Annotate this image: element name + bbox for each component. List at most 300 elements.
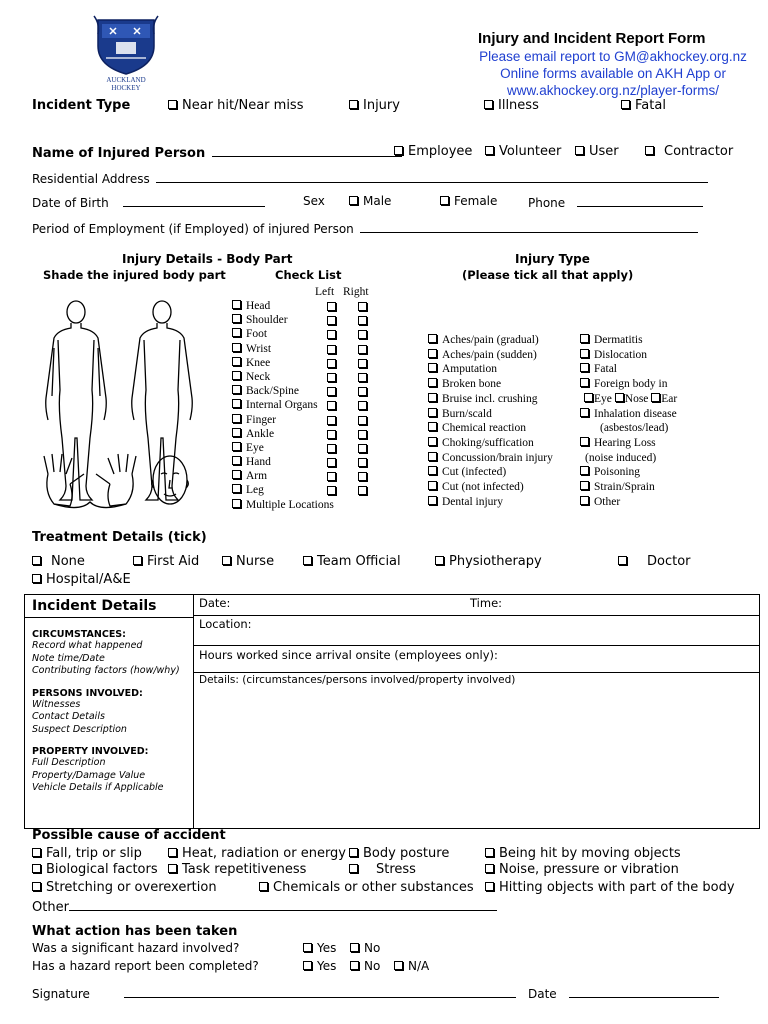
injury-item[interactable] [580, 362, 677, 377]
option-label: Stretching or overexertion [46, 880, 217, 895]
left-checkbox-icon[interactable] [327, 416, 336, 425]
injury-item[interactable] [428, 392, 553, 407]
checkbox-icon[interactable] [580, 349, 589, 358]
checkbox-icon[interactable] [575, 146, 584, 155]
date-field[interactable] [194, 595, 759, 615]
treatment-hospital[interactable] [32, 572, 131, 587]
injury-type-subtitle: (Please tick all that apply) [462, 268, 634, 282]
body-part-row [232, 313, 382, 327]
form-title: Injury and Incident Report Form [478, 30, 706, 47]
checkbox-icon[interactable] [435, 556, 444, 565]
hint-line: Contributing factors (how/why) [32, 665, 180, 676]
checkbox-icon[interactable] [350, 961, 359, 970]
checkbox-icon[interactable] [232, 456, 241, 465]
email-instruction: Please email report to GM@akhockey.org.nz [479, 49, 747, 64]
treatment-nurse[interactable] [222, 554, 274, 569]
injured-name-field[interactable] [212, 144, 402, 157]
body-part-row [232, 427, 382, 441]
role-volunteer[interactable] [485, 144, 561, 159]
sub-label: Ear [661, 392, 678, 405]
checkbox-icon[interactable] [440, 196, 449, 205]
treatment-title: Treatment Details (tick) [32, 530, 207, 545]
checkbox-icon[interactable] [232, 328, 241, 337]
injured-name-label: Name of Injured Person [32, 146, 206, 161]
body-part-row [232, 413, 382, 427]
injury-label: Broken bone [442, 378, 502, 391]
option-label: Physiotherapy [449, 554, 542, 569]
cause-fall[interactable] [32, 846, 142, 861]
checkbox-icon[interactable] [428, 481, 437, 490]
cause-posture[interactable] [349, 846, 449, 861]
checkbox-icon[interactable] [232, 484, 241, 493]
incident-details-table [24, 594, 760, 829]
checkbox-icon[interactable] [168, 848, 177, 857]
checkbox-icon[interactable] [428, 378, 437, 387]
cause-chemicals[interactable] [259, 880, 474, 895]
sub-label: Nose [624, 392, 649, 405]
checkbox-icon[interactable] [584, 393, 593, 402]
right-checkbox-icon[interactable] [358, 387, 367, 396]
app-instruction: Online forms available on AKH App or [500, 66, 726, 81]
left-checkbox-icon[interactable] [327, 401, 336, 410]
checkbox-icon[interactable] [580, 481, 589, 490]
checkbox-icon[interactable] [580, 408, 589, 417]
checkbox-icon[interactable] [428, 408, 437, 417]
sex-label: Sex [303, 194, 325, 208]
option-label: Employee [408, 144, 473, 159]
logo-text-1: AUCKLAND [106, 76, 146, 84]
option-label: Fall, trip or slip [46, 846, 142, 861]
right-checkbox-icon[interactable] [358, 486, 367, 495]
cause-title: Possible cause of accident [32, 828, 226, 843]
hint-line: Contact Details [32, 711, 105, 722]
checkbox-icon[interactable] [428, 466, 437, 475]
date-sign-row [528, 985, 719, 1001]
injury-label: Dislocation [594, 348, 648, 361]
injury-item[interactable] [580, 480, 677, 495]
employment-row [32, 220, 698, 236]
checkbox-icon[interactable] [618, 556, 627, 565]
cause-repetitive[interactable] [168, 862, 306, 877]
right-checkbox-icon[interactable] [358, 302, 367, 311]
checkbox-icon[interactable] [484, 100, 493, 109]
option-label: Fatal [635, 98, 666, 113]
logo [90, 14, 162, 96]
checkbox-icon[interactable] [428, 496, 437, 505]
injury-label: Hearing Loss [594, 436, 656, 449]
checkbox-icon[interactable] [232, 399, 241, 408]
option-label: Heat, radiation or energy [182, 846, 347, 861]
option-label: Noise, pressure or vibration [499, 862, 679, 877]
injury-label: Dental injury [442, 495, 503, 508]
role-contractor[interactable] [645, 144, 733, 159]
persons-heading: PERSONS INVOLVED: [32, 687, 143, 699]
checkbox-icon[interactable] [580, 334, 589, 343]
checkbox-icon[interactable] [232, 300, 241, 309]
option-label: Team Official [317, 554, 401, 569]
checkbox-icon[interactable] [580, 466, 589, 475]
left-checkbox-icon[interactable] [327, 302, 336, 311]
cause-biological[interactable] [32, 862, 158, 877]
injury-item[interactable] [428, 362, 553, 377]
injury-label: Aches/pain (sudden) [442, 348, 537, 361]
option-label: Contractor [664, 144, 734, 159]
option-label: User [589, 144, 619, 159]
signature-row [32, 985, 516, 1001]
left-checkbox-icon[interactable] [327, 387, 336, 396]
checkbox-icon[interactable] [232, 414, 241, 423]
checkbox-icon[interactable] [485, 882, 494, 891]
right-col-header: Right [343, 286, 369, 298]
checkbox-icon[interactable] [32, 848, 41, 857]
checkbox-icon[interactable] [232, 499, 241, 508]
injury-item[interactable] [428, 436, 553, 451]
injury-item[interactable] [580, 348, 677, 363]
location-label: Location: [199, 617, 252, 631]
checkbox-icon[interactable] [32, 574, 41, 583]
checkbox-icon[interactable] [232, 470, 241, 479]
body-part-label: Knee [246, 356, 271, 369]
body-part-label: Back/Spine [246, 385, 300, 398]
body-part-label: Internal Organs [246, 399, 318, 412]
checkbox-icon[interactable] [580, 437, 589, 446]
treatment-doctor[interactable] [618, 554, 691, 569]
right-checkbox-icon[interactable] [358, 472, 367, 481]
injury-item[interactable] [580, 495, 677, 510]
sign-date-label: Date [528, 987, 557, 1001]
cause-noise[interactable] [485, 862, 679, 877]
injury-label: Choking/suffication [442, 436, 534, 449]
body-part-row [232, 356, 382, 370]
option-label: Volunteer [499, 144, 562, 159]
body-part-label: Eye [246, 441, 264, 454]
cause-hit[interactable] [485, 846, 681, 861]
location-field[interactable] [194, 616, 759, 644]
checkbox-icon[interactable] [485, 864, 494, 873]
checkbox-icon[interactable] [32, 864, 41, 873]
body-part-row [232, 342, 382, 356]
other-field[interactable] [69, 898, 497, 911]
signature-field[interactable] [124, 985, 516, 998]
option-label: Nurse [236, 554, 275, 569]
checkbox-icon[interactable] [428, 422, 437, 431]
body-part-label: Shoulder [246, 314, 288, 327]
body-part-row [232, 327, 382, 341]
right-checkbox-icon[interactable] [358, 359, 367, 368]
injury-label: Strain/Sprain [594, 481, 655, 494]
left-checkbox-icon[interactable] [327, 330, 336, 339]
checkbox-icon[interactable] [350, 943, 359, 952]
right-checkbox-icon[interactable] [358, 458, 367, 467]
checkbox-icon[interactable] [645, 146, 654, 155]
right-checkbox-icon[interactable] [358, 430, 367, 439]
injury-label: Concussion/brain injury [442, 451, 553, 464]
option-label: No [364, 959, 381, 973]
circumstances-heading: CIRCUMSTANCES: [32, 629, 126, 640]
injury-item[interactable] [580, 465, 677, 480]
checkbox-icon[interactable] [394, 146, 403, 155]
inhalation-sub: (asbestos/lead) [600, 422, 669, 435]
checkbox-icon[interactable] [349, 864, 358, 873]
other-label: Other [32, 900, 69, 915]
hazard-report-question: Has a hazard report been completed? [32, 959, 259, 973]
hint-line: Vehicle Details if Applicable [32, 782, 164, 793]
left-checkbox-icon[interactable] [327, 373, 336, 382]
foreign-body-sub [580, 392, 677, 407]
checkbox-icon[interactable] [232, 428, 241, 437]
treatment-first-aid[interactable] [133, 554, 199, 569]
checkbox-icon[interactable] [428, 349, 437, 358]
shade-label: Shade the injured body part [43, 268, 226, 282]
right-checkbox-icon[interactable] [358, 416, 367, 425]
option-label: Doctor [647, 554, 691, 569]
injury-item[interactable] [428, 377, 553, 392]
body-part-row [232, 483, 382, 497]
sex-female[interactable] [440, 194, 497, 208]
checkbox-icon[interactable] [232, 371, 241, 380]
option-label: No [364, 941, 381, 955]
injury-label: Other [594, 495, 621, 508]
employment-label: Period of Employment (if Employed) of injured Person [32, 222, 354, 236]
checkbox-icon[interactable] [303, 943, 312, 952]
time-label: Time: [470, 596, 503, 610]
head-diagram[interactable] [150, 452, 190, 512]
body-part-row [232, 469, 382, 483]
injury-label: Cut (not infected) [442, 481, 524, 494]
checkbox-icon[interactable] [222, 556, 231, 565]
crest-icon [90, 14, 162, 76]
option-label: Body posture [363, 846, 450, 861]
cause-heat[interactable] [168, 846, 346, 861]
cause-stress[interactable] [349, 862, 416, 877]
employment-field[interactable] [360, 220, 698, 233]
checkbox-icon[interactable] [485, 848, 494, 857]
details-field[interactable] [194, 673, 759, 828]
hazard-no[interactable] [350, 941, 380, 955]
hours-field[interactable] [194, 646, 759, 672]
checkbox-icon[interactable] [168, 864, 177, 873]
address-label: Residential Address [32, 172, 150, 186]
left-checkbox-icon[interactable] [327, 430, 336, 439]
hearing-sub: (noise induced) [585, 451, 657, 464]
cause-stretching[interactable] [32, 880, 217, 895]
hours-label: Hours worked since arrival onsite (employees only): [199, 648, 498, 662]
body-part-label: Wrist [246, 342, 272, 355]
checkbox-icon[interactable] [580, 496, 589, 505]
address-field[interactable] [156, 170, 708, 183]
checkbox-icon[interactable] [428, 334, 437, 343]
injury-item[interactable] [580, 333, 677, 348]
left-checkbox-icon[interactable] [327, 472, 336, 481]
injury-item[interactable] [428, 333, 553, 348]
checkbox-icon[interactable] [349, 848, 358, 857]
body-part-label: Arm [246, 470, 268, 483]
injury-item[interactable] [428, 407, 553, 422]
injury-item[interactable] [428, 495, 553, 510]
injury-label: Fatal [594, 363, 617, 376]
body-part-row [232, 299, 382, 313]
option-label: Hospital/A&E [46, 572, 131, 587]
left-checkbox-icon[interactable] [327, 458, 336, 467]
checkbox-icon[interactable] [232, 314, 241, 323]
action-title: What action has been taken [32, 924, 238, 939]
checkbox-icon[interactable] [232, 385, 241, 394]
option-label: Hitting objects with part of the body [499, 880, 735, 895]
checkbox-icon[interactable] [349, 196, 358, 205]
website-link[interactable]: www.akhockey.org.nz/player-forms/ [506, 83, 720, 98]
report-no[interactable] [350, 959, 380, 973]
hint-line: Record what happened [32, 640, 143, 651]
body-part-title: Injury Details - Body Part [122, 252, 293, 266]
sign-date-field[interactable] [569, 985, 719, 998]
checkbox-icon[interactable] [428, 452, 437, 461]
injury-item[interactable] [428, 480, 553, 495]
checkbox-icon[interactable] [232, 357, 241, 366]
checkbox-icon[interactable] [428, 393, 437, 402]
right-checkbox-icon[interactable] [358, 316, 367, 325]
injury-item[interactable] [580, 407, 677, 422]
checkbox-icon[interactable] [621, 100, 630, 109]
injury-label: Cut (infected) [442, 466, 507, 479]
right-checkbox-icon[interactable] [358, 373, 367, 382]
incident-near-miss[interactable] [168, 98, 303, 113]
left-checkbox-icon[interactable] [327, 345, 336, 354]
right-checkbox-icon[interactable] [358, 330, 367, 339]
checklist-label: Check List [275, 268, 342, 282]
injury-label: Dermatitis [594, 334, 643, 346]
incident-type-label: Incident Type [32, 98, 131, 113]
body-part-row-multiple [232, 498, 382, 512]
checkbox-icon[interactable] [428, 437, 437, 446]
injury-type-title: Injury Type [515, 252, 590, 266]
body-part-checklist [232, 299, 382, 512]
injury-item[interactable] [428, 465, 553, 480]
dob-row [32, 194, 265, 210]
injury-type-col1 [428, 333, 553, 509]
treatment-none[interactable] [32, 554, 85, 569]
logo-text-2: HOCKEY [111, 84, 141, 92]
option-label: Yes [317, 959, 337, 973]
body-part-row [232, 398, 382, 412]
incident-left-col [25, 595, 194, 828]
checkbox-icon[interactable] [168, 100, 177, 109]
checkbox-icon[interactable] [259, 882, 268, 891]
role-employee[interactable] [394, 144, 472, 159]
injury-label: Chemical reaction [442, 422, 526, 435]
treatment-team-official[interactable] [303, 554, 401, 569]
option-label: Injury [363, 98, 400, 113]
incident-fatal[interactable] [621, 98, 666, 113]
dob-field[interactable] [123, 194, 265, 207]
body-part-label: Head [246, 300, 271, 312]
checkbox-icon[interactable] [133, 556, 142, 565]
date-label: Date: [199, 596, 231, 610]
checkbox-icon[interactable] [232, 442, 241, 451]
treatment-physio[interactable] [435, 554, 542, 569]
checkbox-icon[interactable] [303, 556, 312, 565]
checkbox-icon[interactable] [32, 556, 41, 565]
right-checkbox-icon[interactable] [358, 345, 367, 354]
injury-label: Inhalation disease [594, 407, 677, 420]
checkbox-icon[interactable] [615, 393, 624, 402]
checkbox-icon[interactable] [580, 363, 589, 372]
checkbox-icon[interactable] [394, 961, 403, 970]
injured-name-row [32, 144, 402, 161]
checkbox-icon[interactable] [349, 100, 358, 109]
option-label: Male [363, 194, 392, 208]
cause-other-row [32, 898, 497, 915]
injury-item[interactable] [580, 436, 677, 451]
cause-hitting-objects[interactable] [485, 880, 735, 895]
left-checkbox-icon[interactable] [327, 444, 336, 453]
body-part-label: Leg [246, 484, 264, 497]
checkbox-icon[interactable] [651, 393, 660, 402]
phone-field[interactable] [577, 194, 703, 207]
option-label: Near hit/Near miss [182, 98, 304, 113]
checkbox-icon[interactable] [580, 378, 589, 387]
incident-illness[interactable] [484, 98, 539, 113]
injury-item[interactable] [428, 421, 553, 436]
injury-item[interactable] [428, 451, 553, 466]
hint-line: Full Description [32, 757, 106, 768]
body-part-row [232, 384, 382, 398]
checkbox-icon[interactable] [303, 961, 312, 970]
left-col-header: Left [315, 286, 335, 298]
sex-male[interactable] [349, 194, 391, 208]
injury-type-col2 [580, 333, 677, 509]
injury-item[interactable] [580, 377, 677, 392]
hazard-yes[interactable] [303, 941, 336, 955]
body-part-label: Neck [246, 370, 271, 383]
option-label: Illness [498, 98, 539, 113]
role-user[interactable] [575, 144, 619, 159]
hands-diagram[interactable] [40, 452, 140, 514]
option-label: Being hit by moving objects [499, 846, 681, 861]
option-label: Female [454, 194, 498, 208]
option-label: N/A [408, 959, 430, 973]
option-label: First Aid [147, 554, 200, 569]
checkbox-icon[interactable] [485, 146, 494, 155]
checkbox-icon[interactable] [32, 882, 41, 891]
option-label: Stress [376, 862, 416, 877]
right-checkbox-icon[interactable] [358, 401, 367, 410]
option-label: Task repetitiveness [182, 862, 307, 877]
property-heading: PROPERTY INVOLVED: [32, 746, 149, 757]
injury-label: Aches/pain (gradual) [442, 334, 539, 346]
injury-label: Foreign body in [594, 378, 668, 391]
checkbox-icon[interactable] [232, 343, 241, 352]
hint-line: Suspect Description [32, 723, 127, 735]
hazard-question: Was a significant hazard involved? [32, 941, 240, 955]
left-checkbox-icon[interactable] [327, 486, 336, 495]
hint-line: Note time/Date [32, 652, 105, 664]
hint-line: Witnesses [32, 698, 81, 710]
body-part-label: Ankle [246, 427, 275, 440]
incident-injury[interactable] [349, 98, 400, 113]
right-checkbox-icon[interactable] [358, 444, 367, 453]
report-na[interactable] [394, 959, 429, 973]
left-checkbox-icon[interactable] [327, 316, 336, 325]
checkbox-icon[interactable] [428, 363, 437, 372]
left-checkbox-icon[interactable] [327, 359, 336, 368]
option-label: None [51, 554, 85, 569]
report-yes[interactable] [303, 959, 336, 973]
option-label: Yes [317, 941, 337, 955]
body-part-label: Finger [246, 413, 277, 426]
option-label: Biological factors [46, 862, 158, 877]
injury-item[interactable] [428, 348, 553, 363]
body-part-row [232, 370, 382, 384]
